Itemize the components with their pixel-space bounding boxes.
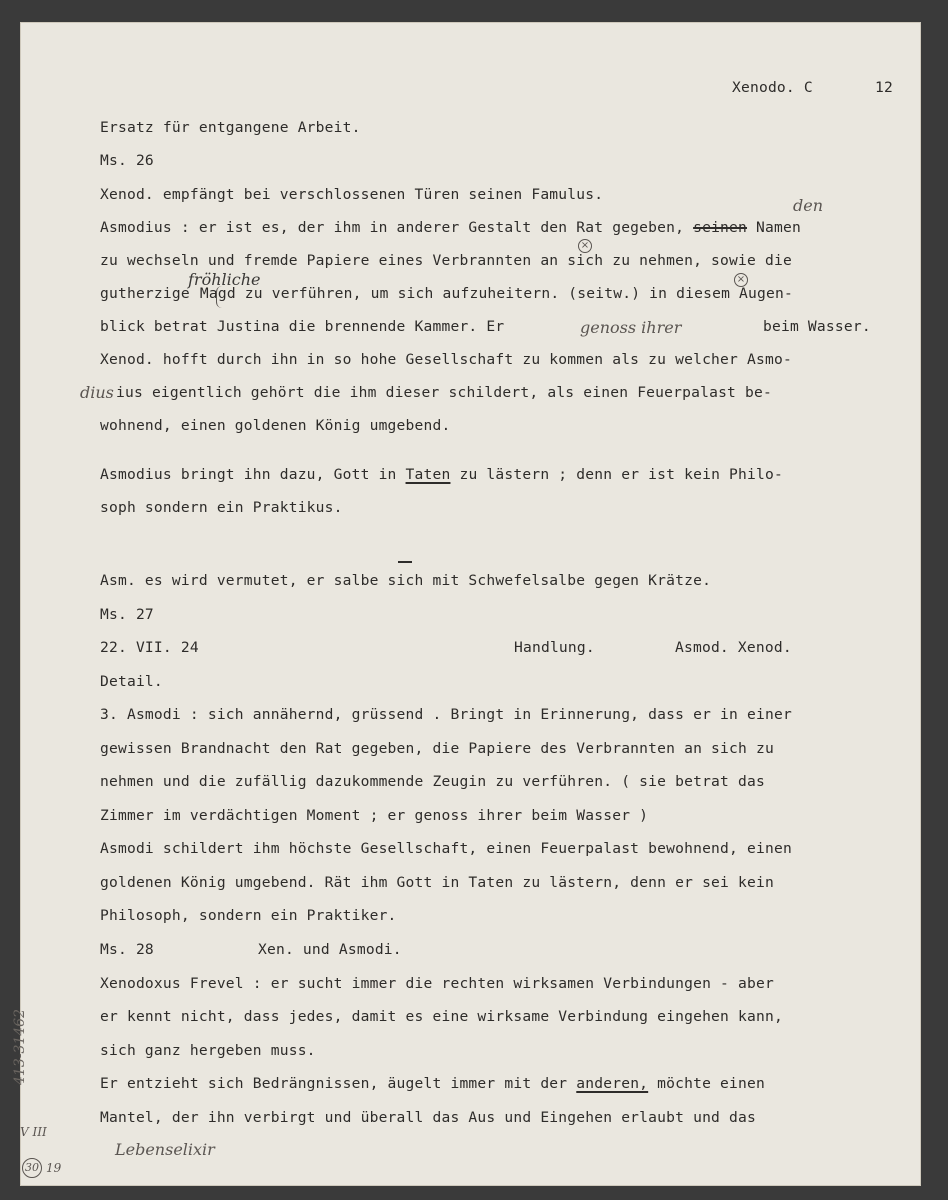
text-line: Xenod. empfängt bei verschlossenen Türen seinen Famulus. [100,186,604,203]
text-line: Detail. [100,673,163,690]
text-line: Handlung. [514,639,595,656]
roman-numeral-mark: V III [20,1125,47,1139]
text-line: Asmodius : er ist es, der ihm in anderer Gestalt den Rat gegeben, seinen Namen [100,219,801,236]
insertion-bracket [216,286,223,308]
document-page [20,22,921,1186]
text-line: Zimmer im verdächtigen Moment ; er genoss ihrer beim Wasser ) [100,807,649,824]
text-line: Ms. 27 [100,606,154,623]
text-line: beim Wasser. [763,318,871,335]
text-line: Ersatz für entgangene Arbeit. [100,119,361,136]
text-line: gewissen Brandnacht den Rat gegeben, die Papiere des Verbrannten an sich zu [100,740,774,757]
text-line: Asm. es wird vermutet, er salbe sich mit Schwefelsalbe gegen Krätze. [100,572,712,589]
text-line: soph sondern ein Praktikus. [100,499,343,516]
text-line: Er entzieht sich Bedrängnissen, äugelt immer mit der anderen, möchte einen [100,1075,765,1092]
struck-word: seinen [693,219,748,236]
handwritten-insertion: genoss ihrer [580,318,682,337]
page-number: 12 [875,79,893,96]
circled-number: 30 [22,1158,42,1178]
text-line: Ms. 28 [100,941,154,958]
text-line: Asmod. Xenod. [675,639,792,656]
insertion-mark-icon: × [734,273,748,287]
doc-reference: Xenodo. C [732,79,813,96]
date-line: 22. VII. 24 [100,639,199,656]
insertion-mark-icon: × [578,239,592,253]
text-line: Mantel, der ihn verbirgt und überall das Aus und Eingehen erlaubt und das [100,1109,756,1126]
text-line: ius eigentlich gehört die ihm dieser schildert, als einen Feuerpalast be- [116,384,772,401]
section-divider [398,561,412,563]
text-line: Ms. 26 [100,152,154,169]
underlined-word: Taten [405,466,451,483]
handwritten-margin: dius [80,383,114,402]
text-line: blick betrat Justina die brennende Kammer. Er [100,318,505,335]
text-line: Xenod. hofft durch ihn in so hohe Gesellschaft zu kommen als zu welcher Asmo- [100,351,792,368]
text-line: Xenodoxus Frevel : er sucht immer die rechten wirksamen Verbindungen - aber [100,975,774,992]
text-line: Philosoph, sondern ein Praktiker. [100,907,397,924]
archive-number: 413-31462 [12,1009,28,1085]
text-line: gutherzige Magd zu verführen, um sich aufzuheitern. (seitw.) in diesem Augen- [100,285,793,302]
text-line: er kennt nicht, dass jedes, damit es eine wirksame Verbindung eingehen kann, [100,1008,783,1025]
text-line: wohnend, einen goldenen König umgebend. [100,417,451,434]
text-line: Xen. und Asmodi. [258,941,402,958]
text-line: goldenen König umgebend. Rät ihm Gott in Taten zu lästern, denn er sei kein [100,874,774,891]
handwritten-correction: den [793,196,824,215]
text-line: sich ganz hergeben muss. [100,1042,316,1059]
handwritten-insertion: fröhliche [188,270,261,289]
margin-number: 19 [46,1161,62,1175]
underlined-word: anderen, [576,1075,649,1092]
text-line: 3. Asmodi : sich annähernd, grüssend . Bringt in Erinnerung, dass er in einer [100,706,792,723]
text-line: Asmodius bringt ihn dazu, Gott in Taten zu lästern ; denn er ist kein Philo- [100,466,783,483]
text-line: nehmen und die zufällig dazukommende Zeugin zu verführen. ( sie betrat das [100,773,765,790]
handwritten-note: Lebenselixir [115,1140,215,1159]
text-line: Asmodi schildert ihm höchste Gesellschaft, einen Feuerpalast bewohnend, einen [100,840,792,857]
text-line: zu wechseln und fremde Papiere eines Verbrannten an sich zu nehmen, sowie die [100,252,792,269]
